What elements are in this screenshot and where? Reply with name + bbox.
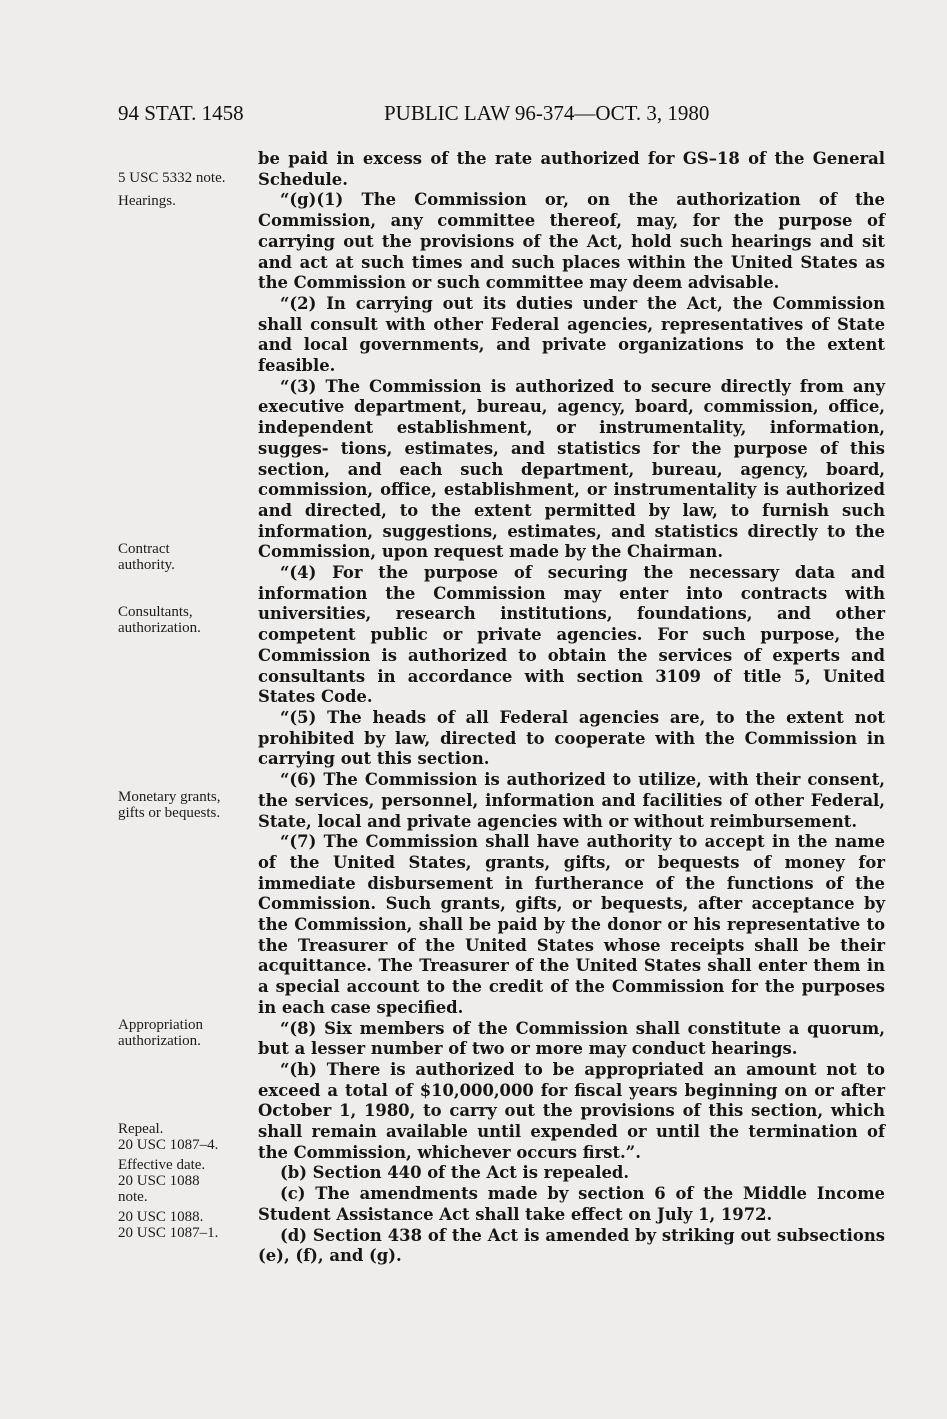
paragraph-g4-contracts: “(4) For the purpose of securing the necessary data and information the Commission may enter into contracts with universities, research institutions, foundations, and other competent public or private agencies. For such purpose, the Commission is authorized to obtain the services of experts and consultants in accordance with section 3109 of title 5, United States Code.	[258, 563, 885, 707]
margin-note-effective-date: Effective date.	[118, 1157, 206, 1173]
paragraph-g6-utilize: “(6) The Commission is authorized to utilize, with their consent, the services, personnel, information and facilities of other Federal, State, local and private agencies with or without reimbursement.	[258, 770, 885, 831]
paragraph-b-repeal: (b) Section 440 of the Act is repealed.	[280, 1163, 630, 1183]
page-header	[118, 101, 878, 131]
margin-note-contract-authority: Contract authority.	[118, 541, 175, 573]
paragraph-h-appropriation: “(h) There is authorized to be appropriated an amount not to exceed a total of $10,000,000 for fiscal years beginning on or after October 1, 1980, to carry out the provisions of this section, which shall remain available until expended or until the termination of the Commission, whichever occurs first.”.	[258, 1059, 885, 1162]
paragraph-g3-information: “(3) The Commission is authorized to secure directly from any executive department, bureau, agency, board, commission, office, independent establishment, or instrumentality, information, sugges- tions, estimates, and statistics for the purpose of this section, and each such department, bureau, agency, board, commission, office, establishment, or instrumentality is authorized and directed, to the extent permitted by law, to furnish such information, suggestions, estimates, and statistics directly to the Commission, upon request made by the Chairman.	[258, 376, 885, 562]
paragraph-g2-consult: “(2) In carrying out its duties under the Act, the Commission shall consult with other Federal agencies, representatives of State and local governments, and private organizations to the extent feasible.	[258, 293, 885, 376]
margin-note-repeal: Repeal.	[118, 1121, 164, 1137]
margin-note-consultants: Consultants, authorization.	[118, 604, 201, 636]
margin-note-hearings: Hearings.	[118, 193, 176, 209]
margin-note-appropriation: Appropriation authorization.	[118, 1017, 203, 1049]
margin-note-usc-5332: 5 USC 5332 note.	[118, 170, 226, 186]
paragraph-g7-gifts: “(7) The Commission shall have authority to accept in the name of the United States, grants, gifts, or bequests of money for immediate disbursement in furtherance of the functions of the Commission. Such grants, gifts, or bequests, after acceptance by the Commission, shall be paid by the donor or his representative to the Treasurer of the United States whose receipts shall be their acquittance. The Treasurer of the United States shall enter them in a special account to the credit of the Commission for the purposes in each case specified.	[258, 832, 885, 1017]
margin-note-usc-1088-note: 20 USC 1088 note.	[118, 1173, 200, 1205]
margin-note-usc-1087-4: 20 USC 1087–4.	[118, 1137, 219, 1153]
paragraph-g5-cooperation: “(5) The heads of all Federal agencies are, to the extent not prohibited by law, directed to cooperate with the Commission in carrying out this section.	[258, 707, 885, 769]
statute-page-number: 94 STAT. 1458	[118, 101, 244, 125]
margin-note-monetary-grants: Monetary grants, gifts or bequests.	[118, 789, 221, 821]
paragraph-g8-quorum: “(8) Six members of the Commission shall constitute a quorum, but a lesser number of two or more may conduct hearings.	[258, 1018, 885, 1059]
paragraph-d-amendment: (d) Section 438 of the Act is amended by striking out subsections (e), (f), and (g).	[258, 1225, 885, 1266]
statute-body	[258, 149, 885, 1267]
paragraph-gs18-continuation: be paid in excess of the rate authorized for GS–18 of the General Schedule.	[258, 149, 885, 189]
margin-note-usc-1087-1: 20 USC 1087–1.	[118, 1225, 219, 1241]
public-law-title: PUBLIC LAW 96-374—OCT. 3, 1980	[384, 101, 710, 125]
paragraph-c-effective-date: (c) The amendments made by section 6 of the Middle Income Student Assistance Act shall take effect on July 1, 1972.	[258, 1184, 885, 1224]
paragraph-g1-hearings: “(g)(1) The Commission or, on the authorization of the Commission, any committee thereof, may, for the purpose of carrying out the provisions of the Act, hold such hearings and sit and act at such times and such places within the United States as the Commission or such committee may deem advisable.	[258, 190, 885, 293]
margin-note-usc-1088: 20 USC 1088.	[118, 1209, 204, 1225]
